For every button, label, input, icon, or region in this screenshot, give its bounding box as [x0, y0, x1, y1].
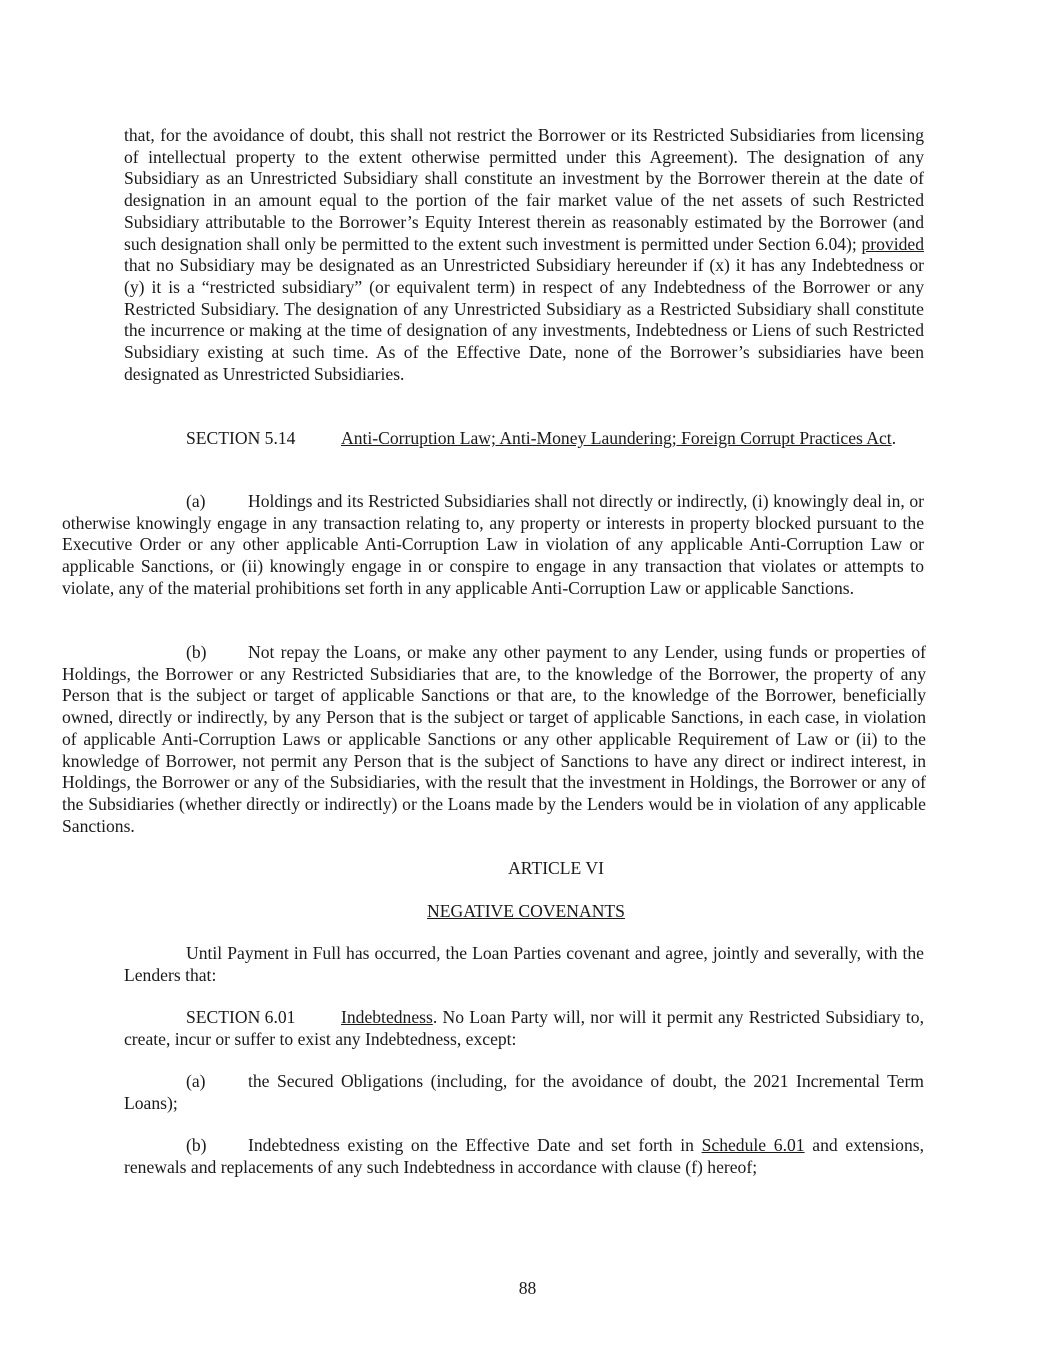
paragraph-covenant-intro	[124, 943, 924, 986]
paragraph-text: that no Subsidiary may be designated as an Unrestricted Subsidiary hereunder if (x) it has any Indebtedness or (y) it is a “restricted subsidiary” (or equivalent term) in respect of any Indebtedness of the Borrower or any Restricted Subsidiary. The designation of any Unrestricted Subsidiary as a Restricted Subsidiary shall constitute the incurrence or making at the time of designation of any investments, Indebtedness or Liens of such Restricted Subsidiary existing at such time. As of the Effective Date, none of the Borrower’s subsidiaries have been designated as Unrestricted Subsidiaries.	[124, 255, 924, 384]
section-number: SECTION 6.01	[186, 1007, 296, 1027]
provided-term: provided	[861, 233, 924, 254]
paragraph-text: that, for the avoidance of doubt, this shall not restrict the Borrower or its Restricted Subsidiaries from licensing of intellectual property to the extent otherwise permitted under this Agreement). The designation of any Subsidiary as an Unrestricted Subsidiary shall constitute an investment by the Borrower therein at the date of designation in an amount equal to the portion of the fair market value of the net assets of such Restricted Subsidiary attributable to the Borrower’s Equity Interest therein as reasonably estimated by the Borrower (and such designation shall only be permitted to the extent such investment is permitted under Section 6.04);	[124, 125, 924, 254]
paragraph-6-01-a	[124, 1071, 924, 1114]
clause-label: (b)	[186, 1135, 207, 1155]
article-number	[124, 858, 988, 880]
clause-text: and extensions, renewals and replacements of any such Indebtedness in accordance with clause (f) hereof;	[124, 1135, 925, 1177]
clause-text: Not repay the Loans, or make any other payment to any Lender, using funds or properties of Holdings, the Borrower or any Restricted Subsidiaries that are, to the knowledge of the Borrower, the property of any Person that is the subject or target of applicable Sanctions or that are, to the knowledge of the Borrower, beneficially owned, directly or indirectly, by any Person that is the subject or target of applicable Sanctions, in each case, in violation of applicable Anti-Corruption Laws or applicable Sanctions or any other applicable Requirement of Law or (ii) to the knowledge of Borrower, not permit any Person that is the subject of Sanctions to have any direct or indirect interest, in Holdings, the Borrower or any of the Subsidiaries, with the result that the investment in Holdings, the Borrower or any of the Subsidiaries (whether directly or indirectly) or the Loans made by the Lenders would be in violation of any applicable Sanctions.	[62, 642, 926, 836]
clause-label: (a)	[186, 491, 206, 511]
article-title-text: NEGATIVE COVENANTS	[427, 901, 625, 921]
page-number	[0, 1278, 1055, 1300]
section-title: Anti-Corruption Law; Anti-Money Laundering; Foreign Corrupt Practices Act	[341, 428, 892, 448]
section-heading-5-14	[124, 428, 924, 450]
article-title	[124, 901, 928, 923]
page-number-text: 88	[518, 1278, 537, 1298]
clause-label: (b)	[186, 642, 207, 662]
section-6-01	[124, 1007, 924, 1050]
section-title: Indebtedness	[341, 1007, 433, 1027]
paragraph-5-14-a	[62, 491, 924, 600]
section-title-end: .	[891, 428, 897, 448]
section-text: . No Loan Party will, nor will it permit any Restricted Subsidiary to, create, incur or suffer to exist any Indebtedness, except:	[124, 1007, 924, 1049]
schedule-reference: Schedule 6.01	[701, 1135, 805, 1155]
paragraph-text: Until Payment in Full has occurred, the Loan Parties covenant and agree, jointly and severally, with the Lenders that:	[124, 943, 924, 985]
paragraph-designation	[124, 125, 924, 385]
section-number: SECTION 5.14	[186, 428, 296, 448]
clause-text: Indebtedness existing on the Effective Date and set forth in	[248, 1135, 702, 1155]
clause-text: Holdings and its Restricted Subsidiaries shall not directly or indirectly, (i) knowingly deal in, or otherwise knowingly engage in any transaction relating to, any property or interests in property blocked pursuant to the Executive Order or any other applicable Anti-Corruption Law in violation of any applicable Anti-Corruption Law or applicable Sanctions, or (ii) knowingly engage in or conspire to engage in any transaction that violates or attempts to violate, any of the material prohibitions set forth in any applicable Anti-Corruption Law or applicable Sanctions.	[62, 491, 924, 598]
paragraph-6-01-b	[124, 1135, 924, 1178]
article-number-text: ARTICLE VI	[508, 858, 604, 878]
clause-label: (a)	[186, 1071, 206, 1091]
clause-text: the Secured Obligations (including, for the avoidance of doubt, the 2021 Incremental Term Loans);	[124, 1071, 924, 1113]
paragraph-5-14-b	[62, 642, 926, 837]
